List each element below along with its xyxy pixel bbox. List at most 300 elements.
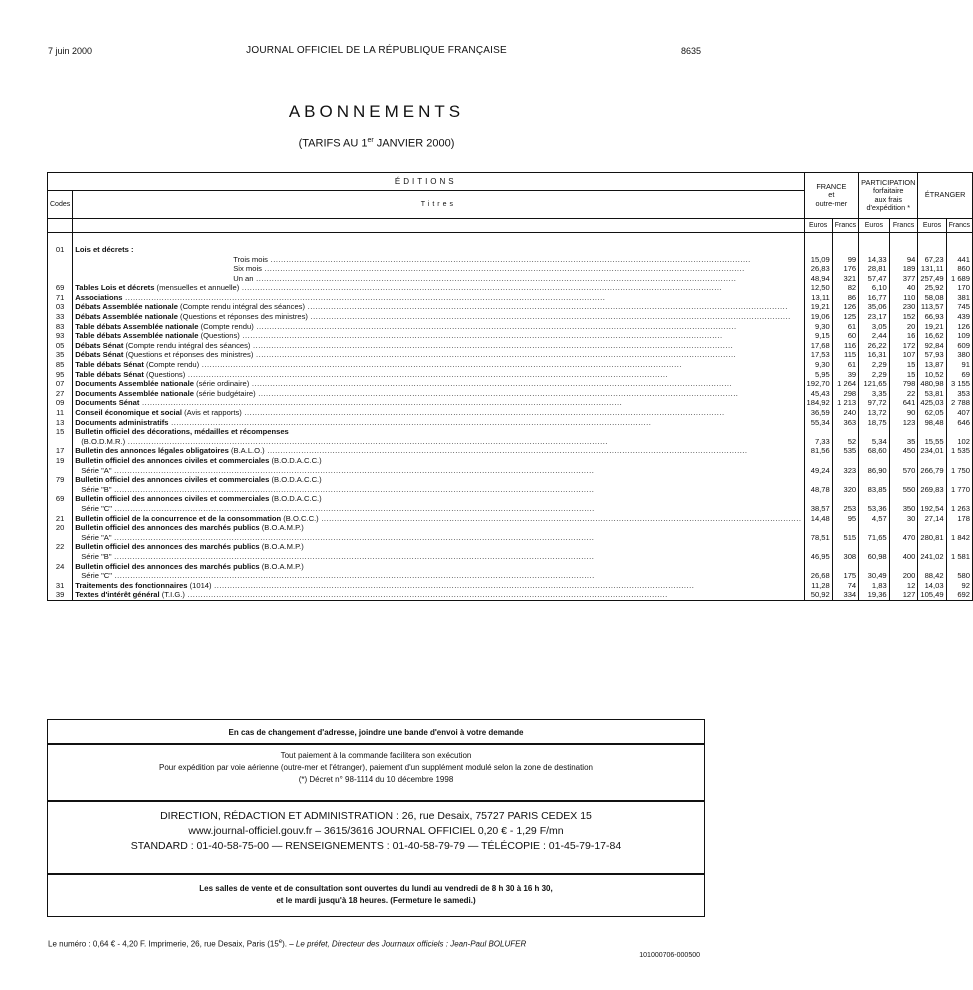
participation-francs-value: 550 — [889, 475, 918, 494]
row-title-text: Six mois ..... — [233, 264, 745, 273]
row-title — [73, 341, 804, 351]
participation-euros-value: 13,72 — [859, 408, 890, 418]
france-euros-value: 15,09 — [804, 255, 832, 265]
etranger-euros-value: 88,42 — [918, 562, 946, 581]
participation-euros-value: 16,31 — [859, 350, 890, 360]
france-euros-value: 49,24 — [804, 456, 832, 475]
participation-euros-header: Euros — [859, 219, 890, 233]
row-title-text: Un an ..... — [233, 274, 736, 283]
participation-francs-header: Francs — [889, 219, 918, 233]
row-code: 69 — [48, 494, 73, 513]
row-title-rest: (B.A.L.O.) — [228, 446, 265, 456]
france-francs-value: 175 — [832, 562, 858, 581]
row-title-line2: (B.O.D.M.R.) ..... — [81, 437, 608, 446]
etranger-euros-value: 131,11 — [918, 264, 946, 274]
row-title-rest: (B.O.D.A.C.C.) — [269, 494, 322, 504]
participation-euros-value: 86,90 — [859, 456, 890, 475]
row-code: 27 — [48, 389, 73, 399]
participation-francs-value: 30 — [889, 514, 918, 524]
table-row — [48, 456, 973, 475]
table-row — [48, 475, 973, 494]
participation-euros-value: 2,29 — [859, 360, 890, 370]
tariff-table — [47, 172, 973, 601]
france-francs-value: 125 — [832, 312, 858, 322]
etranger-francs-value: 91 — [946, 360, 972, 370]
row-title-rest: (série budgétaire) — [193, 388, 256, 398]
row-title-line2: Série "C" ..... — [81, 571, 595, 580]
france-euros-value: 7,33 — [804, 427, 832, 446]
france-francs-value: 323 — [832, 456, 858, 475]
row-title — [73, 233, 804, 255]
table-row — [48, 331, 973, 341]
france-euros-value: 14,48 — [804, 514, 832, 524]
row-title-rest: (B.O.D.A.C.C.) — [269, 455, 322, 465]
row-code: 95 — [48, 370, 73, 380]
row-title-rest: (B.O.A.M.P.) — [259, 523, 304, 533]
france-francs-value: 253 — [832, 494, 858, 513]
participation-euros-value — [859, 233, 890, 255]
row-code: 22 — [48, 542, 73, 561]
france-euros-value: 38,57 — [804, 494, 832, 513]
table-row — [48, 293, 973, 303]
row-title — [73, 494, 804, 513]
participation-francs-value: 90 — [889, 408, 918, 418]
etranger-euros-value: 25,92 — [918, 283, 946, 293]
participation-euros-value: 14,33 — [859, 255, 890, 265]
etranger-euros-value: 92,84 — [918, 341, 946, 351]
etranger-euros-value: 192,54 — [918, 494, 946, 513]
row-title-rest: (série ordinaire) — [193, 379, 250, 389]
decree-note: (*) Décret n° 98-1114 du 10 décembre 1998 — [298, 775, 454, 784]
table-row — [48, 350, 973, 360]
etranger-francs-value: 1 842 — [946, 523, 972, 542]
table-row — [48, 398, 973, 408]
table-row — [48, 523, 973, 542]
row-code: 21 — [48, 514, 73, 524]
row-code: 93 — [48, 331, 73, 341]
etranger-francs-value: 1 535 — [946, 446, 972, 456]
row-title-bold: Bulletin officiel des annonces des marchés publics — [75, 542, 260, 552]
etranger-euros-value: 269,83 — [918, 475, 946, 494]
row-title-line2: Série "B" ..... — [81, 552, 594, 561]
participation-euros-value: 71,65 — [859, 523, 890, 542]
row-code: 71 — [48, 293, 73, 303]
etranger-francs-value: 1 581 — [946, 542, 972, 561]
table-row — [48, 379, 973, 389]
france-francs-value: 116 — [832, 341, 858, 351]
participation-francs-value: 172 — [889, 341, 918, 351]
row-title — [73, 514, 804, 524]
france-francs-value: 39 — [832, 370, 858, 380]
etranger-header: ÉTRANGER — [918, 173, 973, 219]
france-euros-value: 78,51 — [804, 523, 832, 542]
participation-francs-value: 350 — [889, 494, 918, 513]
france-euros-value: 9,30 — [804, 360, 832, 370]
row-title-bold: Documents Assemblée nationale — [75, 379, 194, 389]
participation-euros-value: 53,36 — [859, 494, 890, 513]
participation-euros-value: 2,44 — [859, 331, 890, 341]
france-francs-value: 1 213 — [832, 398, 858, 408]
table-row — [48, 408, 973, 418]
row-title — [73, 456, 804, 475]
france-francs-value: 60 — [832, 331, 858, 341]
participation-francs-value: 12 — [889, 581, 918, 591]
row-title-bold: Documents Assemblée nationale — [75, 388, 194, 398]
participation-francs-value: 110 — [889, 293, 918, 303]
participation-euros-value: 28,81 — [859, 264, 890, 274]
row-code: 85 — [48, 360, 73, 370]
table-row — [48, 312, 973, 322]
etranger-francs-value: 609 — [946, 341, 972, 351]
row-title-bold: Lois et décrets : — [75, 244, 134, 254]
etranger-francs-value: 407 — [946, 408, 972, 418]
participation-euros-value: 3,05 — [859, 322, 890, 332]
table-row — [48, 255, 973, 265]
table-row — [48, 233, 973, 255]
france-francs-value: 176 — [832, 264, 858, 274]
table-row — [48, 302, 973, 312]
participation-header: PARTICIPATION forfaitaire aux frais d'expédition * — [859, 173, 918, 219]
france-francs-value: 99 — [832, 255, 858, 265]
row-title-bold: Documents administratifs — [75, 417, 169, 427]
row-title-rest: (Avis et rapports) — [182, 408, 242, 417]
france-euros-value: 55,34 — [804, 418, 832, 428]
france-euros-value: 192,70 — [804, 379, 832, 389]
row-title-bold: Bulletin officiel des annonces des marchés publics — [75, 561, 260, 571]
row-title — [73, 389, 804, 399]
etranger-francs-value: 102 — [946, 427, 972, 446]
france-euros-value: 26,83 — [804, 264, 832, 274]
participation-euros-value: 2,29 — [859, 370, 890, 380]
row-title-rest: (Compte rendu intégral des séances) — [177, 302, 305, 312]
row-title-bold: Traitements des fonctionnaires — [75, 580, 188, 590]
participation-euros-value: 3,35 — [859, 389, 890, 399]
row-title-bold: Débats Sénat — [75, 340, 124, 350]
row-title — [73, 264, 804, 274]
participation-francs-value: 15 — [889, 360, 918, 370]
footer-imprint: Le numéro : 0,64 € - 4,20 F. Imprimerie, 26, rue Desaix, Paris (15e). – Le préfet, Directeur des Journaux officiels : Jean-Paul BOLUFER — [48, 939, 527, 949]
etranger-euros-value: 13,87 — [918, 360, 946, 370]
participation-francs-value: 152 — [889, 312, 918, 322]
participation-francs-value: 123 — [889, 418, 918, 428]
row-title-rest: (Compte rendu) — [143, 360, 200, 370]
participation-euros-value: 30,49 — [859, 562, 890, 581]
participation-francs-value: 230 — [889, 302, 918, 312]
etranger-francs-value: 170 — [946, 283, 972, 293]
direction-contact-box — [47, 801, 705, 874]
participation-francs-value: 470 — [889, 523, 918, 542]
etranger-francs-value: 92 — [946, 581, 972, 591]
row-title — [73, 350, 804, 360]
etranger-francs-value: 646 — [946, 418, 972, 428]
etranger-euros-value: 53,81 — [918, 389, 946, 399]
etranger-euros-value: 105,49 — [918, 590, 946, 600]
france-francs-value: 95 — [832, 514, 858, 524]
etranger-francs-value: 69 — [946, 370, 972, 380]
row-title-bold: Débats Sénat — [75, 350, 124, 360]
france-francs-value: 515 — [832, 523, 858, 542]
participation-francs-value: 40 — [889, 283, 918, 293]
row-title — [73, 475, 804, 494]
france-euros-value: 17,68 — [804, 341, 832, 351]
row-title-bold: Textes d'intérêt général — [75, 590, 160, 600]
etranger-francs-value: 126 — [946, 322, 972, 332]
france-francs-value: 240 — [832, 408, 858, 418]
row-title-bold: Table débats Assemblée nationale — [75, 321, 199, 331]
etranger-francs-value: 1 770 — [946, 475, 972, 494]
etranger-euros-value: 113,57 — [918, 302, 946, 312]
etranger-francs-value: 441 — [946, 255, 972, 265]
sales-hours-line: Les salles de vente et de consultation sont ouvertes du lundi au vendredi de 8 h 30 à 16 h 30, — [199, 884, 553, 893]
participation-euros-value: 1,83 — [859, 581, 890, 591]
participation-euros-value: 19,36 — [859, 590, 890, 600]
etranger-euros-value: 67,23 — [918, 255, 946, 265]
participation-francs-value: 22 — [889, 389, 918, 399]
participation-euros-value: 57,47 — [859, 274, 890, 284]
participation-euros-value: 83,85 — [859, 475, 890, 494]
etranger-francs-value: 1 689 — [946, 274, 972, 284]
row-title — [73, 302, 804, 312]
etranger-francs-value: 860 — [946, 264, 972, 274]
row-title-rest: (Questions) — [198, 331, 240, 341]
row-title-line2: Série "B" ..... — [81, 485, 594, 494]
etranger-francs-value: 381 — [946, 293, 972, 303]
etranger-euros-value: 480,98 — [918, 379, 946, 389]
france-francs-value: 82 — [832, 283, 858, 293]
row-title-bold: Table débats Assemblée nationale — [75, 331, 199, 341]
row-title — [73, 427, 804, 446]
france-header: FRANCE et outre-mer — [804, 173, 859, 219]
participation-francs-value: 570 — [889, 456, 918, 475]
france-euros-value: 26,68 — [804, 562, 832, 581]
france-euros-value: 50,92 — [804, 590, 832, 600]
row-title — [73, 370, 804, 380]
etranger-euros-value: 425,03 — [918, 398, 946, 408]
row-code — [48, 264, 73, 274]
row-code: 09 — [48, 398, 73, 408]
codes-blank — [48, 219, 73, 233]
row-title-rest: (mensuelles et annuelle) — [154, 283, 240, 293]
row-code: 15 — [48, 427, 73, 446]
table-row — [48, 418, 973, 428]
row-title-bold: Bulletin officiel des annonces civiles et commerciales — [75, 455, 270, 465]
france-euros-value: 81,56 — [804, 446, 832, 456]
france-francs-value: 74 — [832, 581, 858, 591]
participation-francs-value: 20 — [889, 322, 918, 332]
row-title — [73, 418, 804, 428]
page-subtitle: (TARIFS AU 1er JANVIER 2000) — [298, 137, 455, 150]
row-title-rest: (B.O.C.C.) — [281, 513, 319, 523]
etranger-euros-header: Euros — [918, 219, 946, 233]
france-francs-value: 61 — [832, 322, 858, 332]
france-francs-value: 1 264 — [832, 379, 858, 389]
row-title — [73, 283, 804, 293]
france-euros-value: 11,28 — [804, 581, 832, 591]
row-title-rest: (T.I.G.) — [159, 590, 185, 600]
participation-euros-value: 97,72 — [859, 398, 890, 408]
row-code: 20 — [48, 523, 73, 542]
row-title — [73, 293, 804, 303]
table-row — [48, 494, 973, 513]
row-title — [73, 312, 804, 322]
row-title-rest: (Questions et réponses des ministres) — [123, 350, 254, 360]
participation-francs-value: 200 — [889, 562, 918, 581]
row-title-rest: (1014) — [187, 580, 212, 590]
france-francs-value — [832, 233, 858, 255]
etranger-francs-header: Francs — [946, 219, 972, 233]
france-euros-value: 48,78 — [804, 475, 832, 494]
row-title — [73, 274, 804, 284]
participation-euros-value: 16,77 — [859, 293, 890, 303]
row-title-rest: (Compte rendu intégral des séances) — [123, 340, 251, 350]
france-francs-value: 126 — [832, 302, 858, 312]
table-row — [48, 514, 973, 524]
row-title-rest: (Questions) — [143, 369, 186, 379]
row-code: 39 — [48, 590, 73, 600]
row-code: 05 — [48, 341, 73, 351]
row-code — [48, 274, 73, 284]
participation-francs-value: 15 — [889, 370, 918, 380]
row-title-bold: Bulletin des annonces légales obligatoires — [75, 446, 229, 456]
etranger-euros-value: 15,55 — [918, 427, 946, 446]
participation-francs-value: 94 — [889, 255, 918, 265]
payment-note-line: Tout paiement à la commande facilitera son exécution — [280, 751, 472, 760]
header-page-number: 8635 — [680, 46, 701, 56]
page-title: ABONNEMENTS — [288, 102, 465, 121]
participation-francs-value: 35 — [889, 427, 918, 446]
row-code — [48, 255, 73, 265]
france-euros-value: 19,06 — [804, 312, 832, 322]
row-title-bold: Table débats Sénat — [75, 369, 144, 379]
france-francs-value: 52 — [832, 427, 858, 446]
tariff-table-body — [48, 233, 973, 601]
row-title-rest: (Questions et réponses des ministres) — [177, 312, 308, 322]
row-title — [73, 331, 804, 341]
table-row — [48, 360, 973, 370]
participation-euros-value: 18,75 — [859, 418, 890, 428]
row-title-bold: Bulletin officiel des annonces civiles et commerciales — [75, 494, 270, 504]
row-title — [73, 590, 804, 600]
titres-header: Titres — [73, 191, 804, 219]
etranger-francs-value: 692 — [946, 590, 972, 600]
row-code: 79 — [48, 475, 73, 494]
france-euros-value: 9,30 — [804, 322, 832, 332]
france-francs-value: 363 — [832, 418, 858, 428]
participation-francs-value: 400 — [889, 542, 918, 561]
row-title-line2: Série "A" ..... — [81, 466, 594, 475]
france-euros-value: 13,11 — [804, 293, 832, 303]
row-code: 17 — [48, 446, 73, 456]
participation-euros-value: 68,60 — [859, 446, 890, 456]
payment-note — [47, 744, 705, 801]
row-code: 07 — [48, 379, 73, 389]
row-title-bold: Tables Lois et décrets — [75, 283, 155, 293]
france-euros-value: 5,95 — [804, 370, 832, 380]
france-euros-value: 45,43 — [804, 389, 832, 399]
row-code: 24 — [48, 562, 73, 581]
row-title-text: Trois mois ..... — [233, 255, 751, 264]
france-euros-value: 19,21 — [804, 302, 832, 312]
etranger-euros-value: 19,21 — [918, 322, 946, 332]
etranger-francs-value — [946, 233, 972, 255]
row-title-bold: Débats Assemblée nationale — [75, 302, 178, 312]
row-code: 01 — [48, 233, 73, 255]
france-francs-value: 321 — [832, 274, 858, 284]
france-euros-value: 184,92 — [804, 398, 832, 408]
row-title-bold: Bulletin officiel des décorations, médailles et récompenses — [75, 427, 289, 437]
france-francs-value: 535 — [832, 446, 858, 456]
table-row — [48, 341, 973, 351]
row-title — [73, 542, 804, 561]
participation-francs-value: 107 — [889, 350, 918, 360]
participation-euros-value: 60,98 — [859, 542, 890, 561]
etranger-euros-value: 266,79 — [918, 456, 946, 475]
participation-francs-value: 189 — [889, 264, 918, 274]
row-code: 11 — [48, 408, 73, 418]
direction-phones: STANDARD : 01-40-58-75-00 — RENSEIGNEMENTS : 01-40-58-79-79 — TÉLÉCOPIE : 01-45-79-17-84 — [130, 840, 622, 852]
etranger-francs-value: 178 — [946, 514, 972, 524]
participation-euros-value: 4,57 — [859, 514, 890, 524]
row-title — [73, 581, 804, 591]
etranger-euros-value: 280,81 — [918, 523, 946, 542]
etranger-francs-value: 109 — [946, 331, 972, 341]
direction-address: DIRECTION, RÉDACTION ET ADMINISTRATION : 26, rue Desaix, 75727 PARIS CEDEX 15 — [160, 810, 592, 822]
row-title-bold: Débats Assemblée nationale — [75, 312, 178, 322]
row-title — [73, 398, 804, 408]
row-title — [73, 255, 804, 265]
etranger-francs-value: 1 750 — [946, 456, 972, 475]
row-code: 31 — [48, 581, 73, 591]
france-euros-value: 9,15 — [804, 331, 832, 341]
etranger-francs-value: 580 — [946, 562, 972, 581]
etranger-euros-value — [918, 233, 946, 255]
sales-hours-line: et le mardi jusqu'à 18 heures. (Fermeture le samedi.) — [276, 896, 476, 905]
etranger-euros-value: 257,49 — [918, 274, 946, 284]
participation-francs-value: 641 — [889, 398, 918, 408]
france-euros-value — [804, 233, 832, 255]
france-francs-value: 308 — [832, 542, 858, 561]
table-row — [48, 562, 973, 581]
payment-note-line: Pour expédition par voie aérienne (outre-mer et l'étranger), paiement d'un supplément modulé selon la zone de destination — [159, 763, 593, 772]
france-euros-value: 17,53 — [804, 350, 832, 360]
etranger-euros-value: 98,48 — [918, 418, 946, 428]
row-title-rest: (Compte rendu) — [198, 321, 254, 331]
france-francs-value: 86 — [832, 293, 858, 303]
editions-header: ÉDITIONS — [48, 173, 805, 191]
row-title-bold: Table débats Sénat — [75, 360, 144, 370]
france-francs-value: 61 — [832, 360, 858, 370]
etranger-euros-value: 66,93 — [918, 312, 946, 322]
etranger-francs-value: 439 — [946, 312, 972, 322]
row-title — [73, 408, 804, 418]
etranger-euros-value: 27,14 — [918, 514, 946, 524]
header-journal-title: JOURNAL OFFICIEL DE LA RÉPUBLIQUE FRANÇAISE — [246, 45, 507, 56]
france-francs-header: Francs — [832, 219, 858, 233]
etranger-euros-value: 62,05 — [918, 408, 946, 418]
row-title-line2: Série "C" ..... — [81, 504, 595, 513]
row-code: 03 — [48, 302, 73, 312]
participation-francs-value: 127 — [889, 590, 918, 600]
row-title — [73, 360, 804, 370]
row-code: 69 — [48, 283, 73, 293]
participation-francs-value: 798 — [889, 379, 918, 389]
table-row — [48, 542, 973, 561]
table-row — [48, 590, 973, 600]
row-title-bold: Bulletin officiel des annonces civiles et commerciales — [75, 475, 270, 485]
row-title — [73, 523, 804, 542]
codes-header: Codes — [48, 191, 73, 219]
etranger-euros-value: 14,03 — [918, 581, 946, 591]
